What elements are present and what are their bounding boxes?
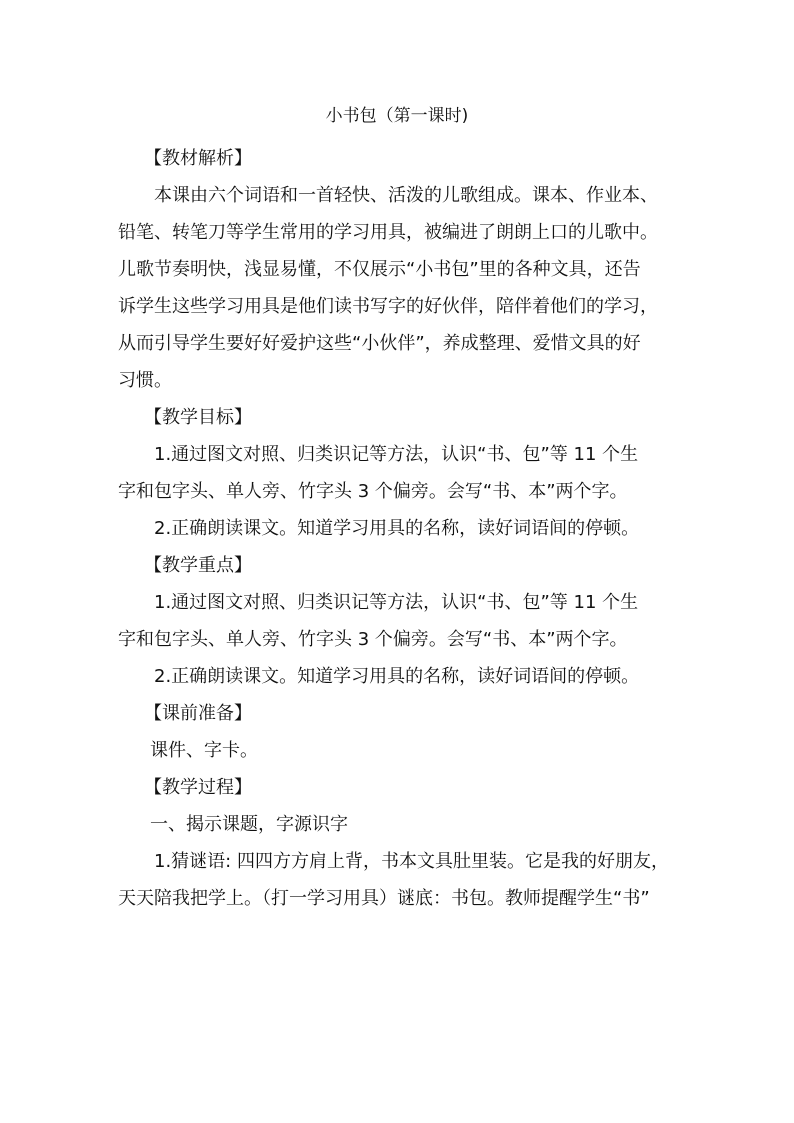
body-text-line: 儿歌节奏明快，浅显易懂，不仅展示“小书包”里的各种文具，还告 — [118, 259, 641, 280]
body-text-line: 天天陪我把学上。（打一学习用具）谜底：书包。教师提醒学生“书” — [118, 888, 650, 909]
body-text-line: 课件、字卡。 — [150, 740, 258, 761]
document-title: 小书包（第一课时) — [325, 106, 469, 126]
section-heading: 【课前准备】 — [144, 703, 252, 724]
body-text-line: 1.猜谜语: 四四方方肩上背，书本文具肚里装。它是我的好朋友， — [154, 851, 669, 872]
body-text-line: 一、揭示课题，字源识字 — [150, 814, 348, 835]
body-text-line: 习惯。 — [118, 370, 172, 391]
body-text-line: 诉学生这些学习用具是他们读书写字的好伙伴，陪伴着他们的学习， — [118, 296, 658, 317]
body-text-line: 本课由六个词语和一首轻快、活泼的儿歌组成。课本、作业本、 — [154, 185, 658, 206]
section-heading: 【教学目标】 — [144, 407, 252, 428]
body-text-line: 2.正确朗读课文。知道学习用具的名称，读好词语间的停顿。 — [154, 666, 640, 687]
body-text-line: 2.正确朗读课文。知道学习用具的名称，读好词语间的停顿。 — [154, 518, 640, 539]
body-text-line: 字和包字头、单人旁、竹字头 3 个偏旁。会写“书、本”两个字。 — [118, 629, 628, 650]
section-heading: 【教学过程】 — [144, 777, 252, 798]
body-text-line: 字和包字头、单人旁、竹字头 3 个偏旁。会写“书、本”两个字。 — [118, 481, 628, 502]
body-text-line: 从而引导学生要好好爱护这些“小伙伴”，养成整理、爱惜文具的好 — [118, 333, 641, 354]
section-heading: 【教学重点】 — [144, 555, 252, 576]
body-text-line: 铅笔、转笔刀等学生常用的学习用具，被编进了朗朗上口的儿歌中。 — [118, 222, 658, 243]
section-heading: 【教材解析】 — [144, 148, 252, 169]
body-text-line: 1.通过图文对照、归类识记等方法，认识“书、包”等 11 个生 — [154, 592, 639, 613]
document-body — [118, 140, 698, 917]
body-text-line: 1.通过图文对照、归类识记等方法，认识“书、包”等 11 个生 — [154, 444, 639, 465]
